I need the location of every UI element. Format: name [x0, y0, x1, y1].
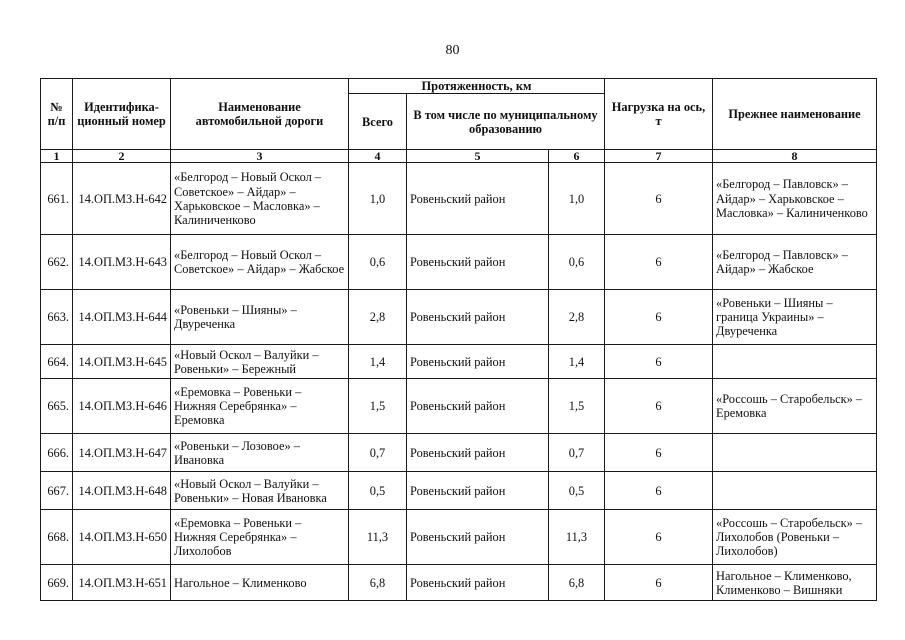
column-number-row: [41, 150, 877, 163]
row-number: 663.: [41, 290, 73, 345]
previous-name: Нагольное – Клименково, Клименково – Вишняки: [713, 565, 877, 601]
road-name: «Ровеньки – Шияны» – Двуреченка: [171, 290, 349, 345]
column-number: 7: [605, 150, 713, 163]
length-total: 11,3: [349, 510, 407, 565]
length-total: 0,6: [349, 235, 407, 290]
municipal-district: Ровеньский район: [407, 163, 549, 235]
header-prev: Прежнее наименование: [713, 79, 877, 150]
previous-name: «Россошь – Старобельск» – Еремовка: [713, 379, 877, 434]
road-name: «Белгород – Новый Оскол – Советское» – Айдар» – Жабское: [171, 235, 349, 290]
row-number: 661.: [41, 163, 73, 235]
axle-load: 6: [605, 379, 713, 434]
column-number: 8: [713, 150, 877, 163]
previous-name: [713, 472, 877, 510]
table-row: [41, 290, 877, 345]
road-id: 14.ОП.МЗ.Н-648: [73, 472, 171, 510]
previous-name: [713, 434, 877, 472]
length-total: 6,8: [349, 565, 407, 601]
road-name: «Еремовка – Ровеньки – Нижняя Серебрянка» – Лихолобов: [171, 510, 349, 565]
previous-name: «Белгород – Павловск» – Айдар» – Жабское: [713, 235, 877, 290]
header-load: Нагрузка на ось, т: [605, 79, 713, 150]
axle-load: 6: [605, 235, 713, 290]
municipal-district: Ровеньский район: [407, 379, 549, 434]
municipal-district: Ровеньский район: [407, 510, 549, 565]
length-total: 2,8: [349, 290, 407, 345]
column-number: 4: [349, 150, 407, 163]
length-municipal: 0,7: [549, 434, 605, 472]
previous-name: [713, 345, 877, 379]
length-municipal: 0,5: [549, 472, 605, 510]
axle-load: 6: [605, 290, 713, 345]
road-id: 14.ОП.МЗ.Н-643: [73, 235, 171, 290]
table-row: [41, 510, 877, 565]
length-municipal: 1,5: [549, 379, 605, 434]
road-name: «Новый Оскол – Валуйки – Ровеньки» – Бережный: [171, 345, 349, 379]
roads-table: [40, 78, 877, 601]
table-row: [41, 434, 877, 472]
row-number: 666.: [41, 434, 73, 472]
road-id: 14.ОП.МЗ.Н-642: [73, 163, 171, 235]
row-number: 667.: [41, 472, 73, 510]
length-municipal: 0,6: [549, 235, 605, 290]
row-number: 664.: [41, 345, 73, 379]
header-id: Идентифика-ционный номер: [73, 79, 171, 150]
header-name: Наименование автомобильной дороги: [171, 79, 349, 150]
length-municipal: 11,3: [549, 510, 605, 565]
length-total: 0,5: [349, 472, 407, 510]
column-number: 1: [41, 150, 73, 163]
table-row: [41, 235, 877, 290]
table-row: [41, 472, 877, 510]
axle-load: 6: [605, 510, 713, 565]
road-id: 14.ОП.МЗ.Н-650: [73, 510, 171, 565]
road-name: «Ровеньки – Лозовое» – Ивановка: [171, 434, 349, 472]
road-name: «Белгород – Новый Оскол – Советское» – Айдар» – Харьковское – Масловка» – Калиниченково: [171, 163, 349, 235]
length-total: 0,7: [349, 434, 407, 472]
column-number: 6: [549, 150, 605, 163]
road-id: 14.ОП.МЗ.Н-647: [73, 434, 171, 472]
table-row: [41, 379, 877, 434]
road-name: «Новый Оскол – Валуйки – Ровеньки» – Новая Ивановка: [171, 472, 349, 510]
length-municipal: 1,0: [549, 163, 605, 235]
axle-load: 6: [605, 472, 713, 510]
header-length-group: Протяженность, км: [349, 79, 605, 94]
road-name: Нагольное – Клименково: [171, 565, 349, 601]
header-municipal: В том числе по муниципальному образованию: [407, 94, 605, 150]
row-number: 662.: [41, 235, 73, 290]
header-row: [41, 79, 877, 94]
road-name: «Еремовка – Ровеньки – Нижняя Серебрянка» – Еремовка: [171, 379, 349, 434]
municipal-district: Ровеньский район: [407, 290, 549, 345]
length-municipal: 6,8: [549, 565, 605, 601]
table-row: [41, 565, 877, 601]
axle-load: 6: [605, 434, 713, 472]
header-total: Всего: [349, 94, 407, 150]
axle-load: 6: [605, 565, 713, 601]
road-id: 14.ОП.МЗ.Н-645: [73, 345, 171, 379]
length-total: 1,5: [349, 379, 407, 434]
municipal-district: Ровеньский район: [407, 434, 549, 472]
axle-load: 6: [605, 345, 713, 379]
row-number: 669.: [41, 565, 73, 601]
previous-name: «Белгород – Павловск» – Айдар» – Харьковское – Масловка» – Калиниченково: [713, 163, 877, 235]
page-number: 80: [445, 43, 460, 58]
length-total: 1,4: [349, 345, 407, 379]
axle-load: 6: [605, 163, 713, 235]
municipal-district: Ровеньский район: [407, 565, 549, 601]
municipal-district: Ровеньский район: [407, 345, 549, 379]
table-row: [41, 345, 877, 379]
column-number: 3: [171, 150, 349, 163]
road-id: 14.ОП.МЗ.Н-651: [73, 565, 171, 601]
length-municipal: 1,4: [549, 345, 605, 379]
municipal-district: Ровеньский район: [407, 472, 549, 510]
road-id: 14.ОП.МЗ.Н-644: [73, 290, 171, 345]
road-id: 14.ОП.МЗ.Н-646: [73, 379, 171, 434]
row-number: 668.: [41, 510, 73, 565]
header-num: № п/п: [41, 79, 73, 150]
table-body: [41, 163, 877, 601]
column-number: 5: [407, 150, 549, 163]
row-number: 665.: [41, 379, 73, 434]
column-number: 2: [73, 150, 171, 163]
length-municipal: 2,8: [549, 290, 605, 345]
municipal-district: Ровеньский район: [407, 235, 549, 290]
length-total: 1,0: [349, 163, 407, 235]
table-row: [41, 163, 877, 235]
previous-name: «Ровеньки – Шияны – граница Украины» – Двуреченка: [713, 290, 877, 345]
previous-name: «Россошь – Старобельск» – Лихолобов (Ровеньки – Лихолобов): [713, 510, 877, 565]
